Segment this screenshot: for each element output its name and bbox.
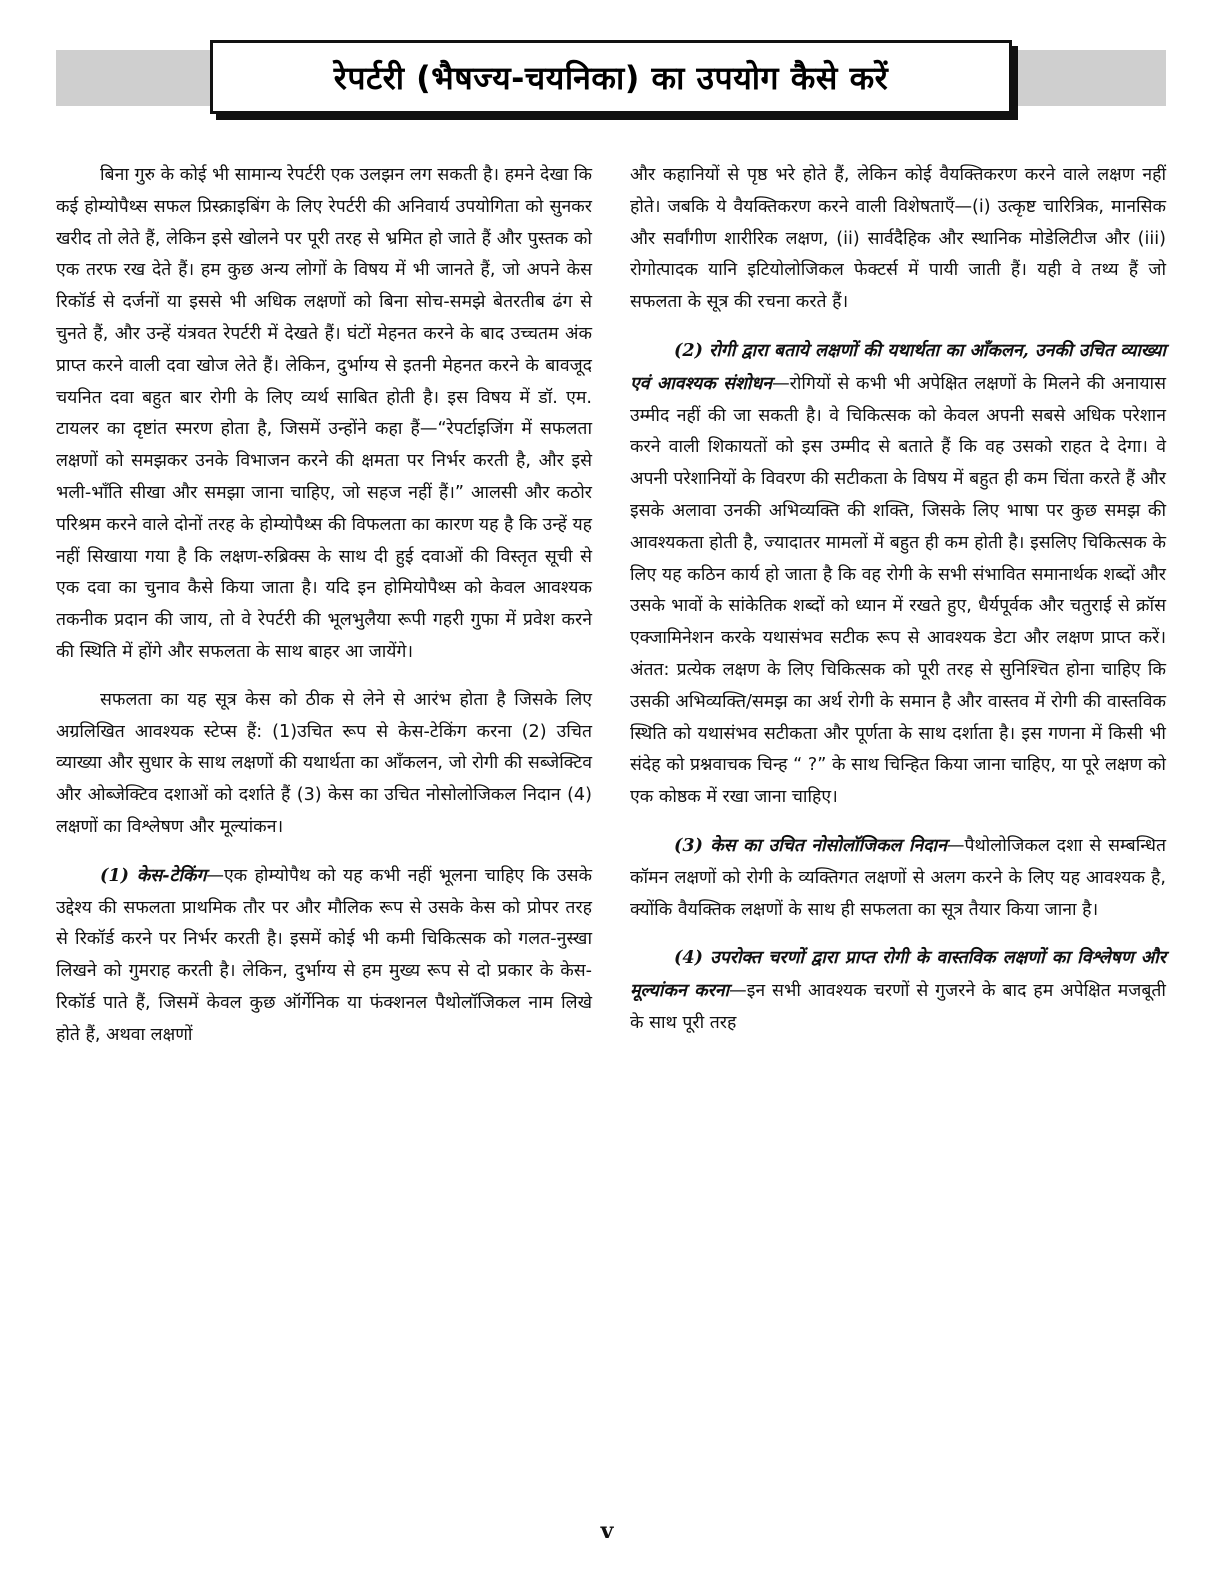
paragraph-continued: और कहानियों से पृष्ठ भरे होते हैं, लेकिन कोई वैयक्तिकरण करने वाले लक्षण नहीं होते। जबकि ये वैयक्तिकरण करने वाली विशेषताएँ—(i) उत्कृष्ट चारित्रिक, मानसिक और सर्वांगीण शारीरिक लक्षण, (ii) सार्वदैहिक और स्थानिक मोडेलिटीज और (iii) रोगोत्पादक यानि इटियोलोजिकल फेक्टर्स में पायी जाती हैं। यही वे तथ्य हैं जो सफलता के सूत्र की रचना करते हैं। bbox=[630, 165, 1166, 313]
section-heading-case-taking: (1) केस-टेकिंग bbox=[100, 864, 207, 886]
paragraph-body: —एक होम्योपैथ को यह कभी नहीं भूलना चाहिए कि उसके उद्देश्य की सफलता प्राथमिक तौर पर और मौलिक रूप से उसके केस को प्रोपर तरह से रिकॉर्ड करने पर निर्भर करती है। इसमें कोई भी कमी चिकित्सक को गलत-नुस्खा लिखने को गुमराह करती है। लेकिन, दुर्भाग्य से हम मुख्य रूप से दो प्रकार के केस-रिकॉर्ड पाते हैं, जिसमें केवल कुछ ऑर्गेनिक या फंक्शनल पैथोलॉजिकल नाम लिखे होते हैं, अथवा लक्षणों bbox=[56, 865, 592, 1045]
page-number: v bbox=[600, 1518, 614, 1544]
paragraph-body: —इन सभी आवश्यक चरणों से गुजरने के बाद हम अपेक्षित मजबूती के साथ पूरी तरह bbox=[630, 981, 1166, 1033]
paragraph-body: —पैथोलोजिकल दशा से सम्बन्धित कॉमन लक्षणों को रोगी के व्यक्तिगत लक्षणों से अलग करने के लिए यह आवश्यक है, क्योंकि वैयक्तिक लक्षणों के साथ ही सफलता का सूत्र तैयार किया जाना है। bbox=[630, 835, 1166, 920]
paragraph-intro: बिना गुरु के कोई भी सामान्य रेपर्टरी एक उलझन लग सकती है। हमने देखा कि कई होम्योपैथ्स सफल प्रिस्क्राइबिंग के लिए रेपर्टरी की अनिवार्य उपयोगिता को सुनकर खरीद तो लेते हैं, लेकिन इसे खोलने पर पूरी तरह से भ्रमित हो जाते हैं और पुस्तक को एक तरफ रख देते हैं। हम कुछ अन्य लोगों के विषय में भी जानते हैं, जो अपने केस रिकॉर्ड से दर्जनों या इससे भी अधिक लक्षणों को बिना सोच-समझे बेतरतीब ढंग से चुनते हैं, और उन्हें यंत्रवत रेपर्टरी में देखते हैं। घंटों मेहनत करने के बाद उच्चतम अंक प्राप्त करने वाली दवा खोज लेते हैं। लेकिन, दुर्भाग्य से इतनी मेहनत करने के बावजूद चयनित दवा बहुत बार रोगी के लिए व्यर्थ साबित होती है। इस विषय में डॉ. एम. टायलर का दृष्टांत स्मरण होता है, जिसमें उन्होंने कहा हैं—“रेपर्टाइजिंग में सफलता लक्षणों को समझकर उनके विभाजन करने की क्षमता पर निर्भर करती है, और इसे भली-भाँति सीखा और समझा जाना चाहिए, जो सहज नहीं हैं।” आलसी और कठोर परिश्रम करने वाले दोनों तरह के होम्योपैथ्स की विफलता का कारण यह है कि उन्हें यह नहीं सिखाया गया है कि लक्षण-रुब्रिक्स के साथ दी हुई दवाओं की विस्तृत सूची से एक दवा का चुनाव कैसे किया जाता है। यदि इन होमियोपैथ्स को केवल आवश्यक तकनीक प्रदान की जाय, तो वे रेपर्टरी की भूलभुलैया रूपी गहरी गुफा में प्रवेश करने की स्थिति में होंगे और सफलता के साथ बाहर आ जायेंगे। bbox=[56, 165, 592, 662]
paragraph-symptom-assessment bbox=[630, 335, 1166, 814]
paragraph-steps: सफलता का यह सूत्र केस को ठीक से लेने से आरंभ होता है जिसके लिए अग्रलिखित आवश्यक स्टेप्स हैं: (1)उचित रूप से केस-टेकिंग करना (2) उचित व्याख्या और सुधार के साथ लक्षणों की यथार्थता का आँकलन, जो रोगी की सब्जेक्टिव और ओब्जेक्टिव दशाओं को दर्शाते हैं (3) केस का उचित नोसोलोजिकल निदान (4) लक्षणों का विश्लेषण और मूल्यांकन। bbox=[56, 689, 592, 837]
paragraph-nosological bbox=[630, 830, 1166, 926]
right-column bbox=[630, 160, 1166, 1056]
paragraph-body: —रोगियों से कभी भी अपेक्षित लक्षणों के मिलने की अनायास उम्मीद नहीं की जा सकती है। वे चिकित्सक को केवल अपनी सबसे अधिक परेशान करने वाली शिकायतों को इस उम्मीद से बताते हैं कि वह उसको राहत दे देगा। वे अपनी परेशानियों के विवरण की सटीकता के विषय में बहुत ही कम चिंता करते हैं और इसके अलावा उनकी अभिव्यक्ति की शक्ति, जिसके लिए भाषा पर कुछ समझ की आवश्यकता होती है, ज्यादातर मामलों में बहुत ही कम होती है। इसलिए चिकित्सक के लिए यह कठिन कार्य हो जाता है कि वह रोगी के सभी संभावित समानार्थक शब्दों और उसके भावों के सांकेतिक शब्दों को ध्यान में रखते हुए, धैर्यपूर्वक और चतुराई से क्रॉस एक्जामिनेशन करके यथासंभव सटीक रूप से आवश्यक डेटा और लक्षण प्राप्त करें। अंतत: प्रत्येक लक्षण के लिए चिकित्सक को पूरी तरह से सुनिश्चित होना चाहिए कि उसकी अभिव्यक्ति/समझ का अर्थ रोगी के समान है और वास्तव में रोगी की वास्तविक स्थिति को यथासंभव सटीकता और पूर्णता के साथ दर्शाता है। इस गणना में किसी भी संदेह को प्रश्नवाचक चिन्ह “ ?” के साथ चिन्हित किया जाना चाहिए, या पूरे लक्षण को एक कोष्ठक में रखा जाना चाहिए। bbox=[630, 373, 1166, 808]
title-box bbox=[210, 40, 1012, 114]
page-title: रेपर्टरी (भैषज्य-चयनिका) का उपयोग कैसे करें bbox=[333, 58, 889, 97]
section-heading-assessment: (2) रोगी द्वारा बताये लक्षणों की यथार्थता का आँकलन, उनकी उचित व्याख्या एवं आवश्यक संशोधन bbox=[630, 339, 1166, 394]
left-column bbox=[56, 160, 592, 1068]
section-heading-analysis: (4) उपरोक्त चरणों द्वारा प्राप्त रोगी के वास्तविक लक्षणों का विश्लेषण और मूल्यांकन करना bbox=[630, 947, 1166, 1002]
paragraph-case-taking bbox=[56, 860, 592, 1052]
section-heading-nosological: (3) केस का उचित नोसोलॉजिकल निदान bbox=[674, 834, 947, 856]
paragraph-analysis bbox=[630, 942, 1166, 1039]
